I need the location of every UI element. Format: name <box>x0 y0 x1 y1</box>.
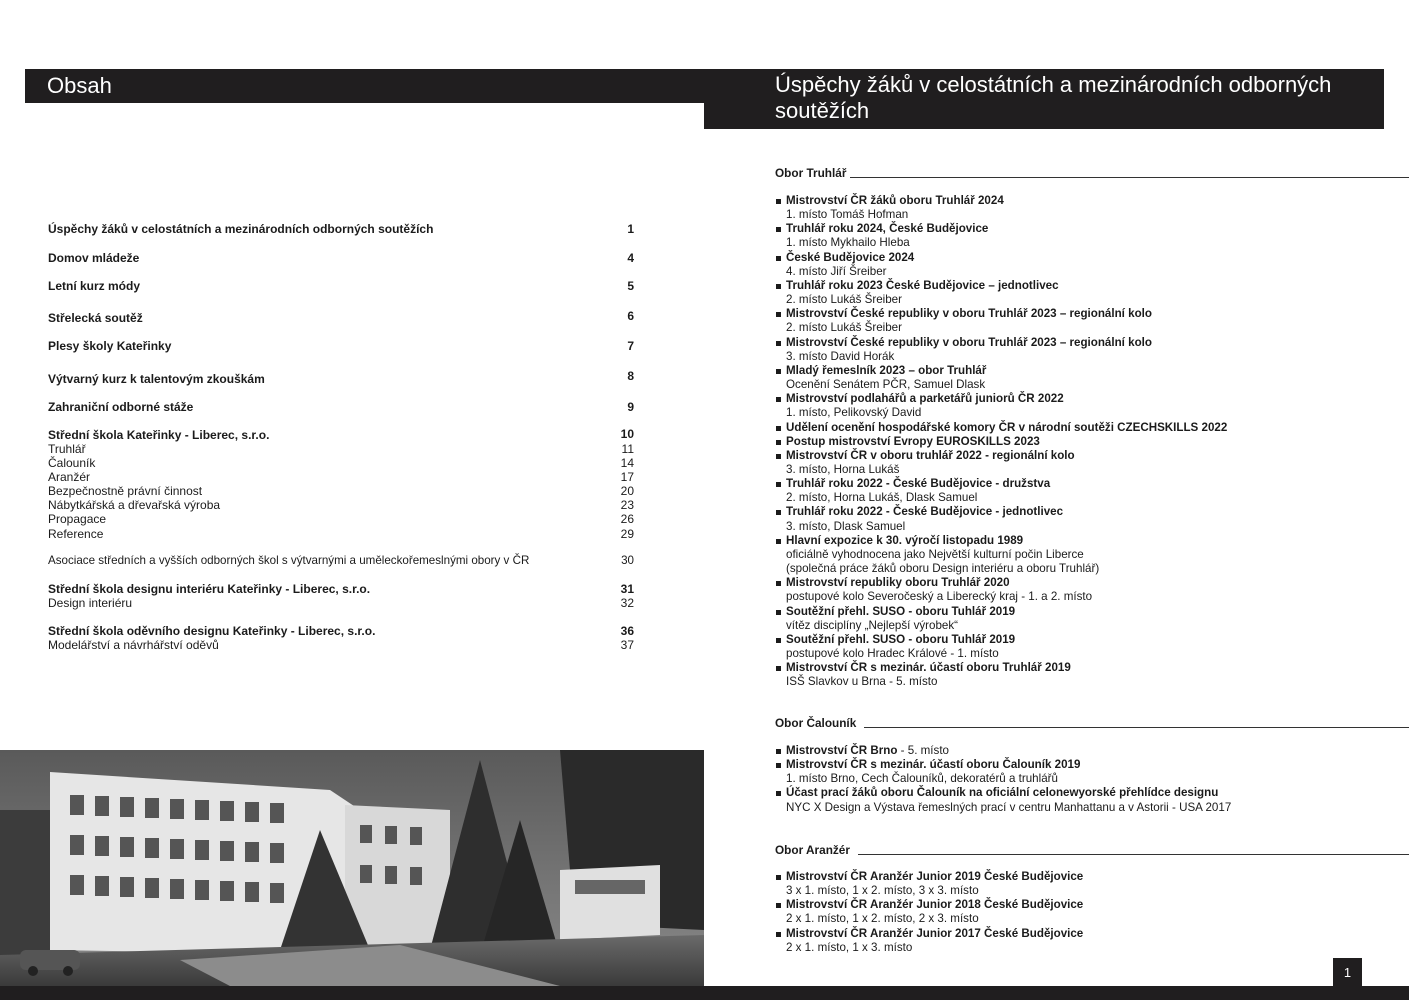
toc-subitem-page: 11 <box>621 442 634 456</box>
toc-title: Plesy školy Kateřinky <box>48 339 172 353</box>
achievement-detail: NYC X Design a Výstava řemeslných prací v centru Manhattanu a v Astorii - USA 2017 <box>786 800 1232 814</box>
section-title-aranzer: Obor Aranžér <box>775 843 850 857</box>
achievement-detail: 2. místo Lukáš Šreiber <box>786 321 902 335</box>
toc-page: 36 <box>620 624 634 638</box>
achievement-title <box>775 194 1395 208</box>
toc-page: 8 <box>627 369 634 383</box>
right-header-bar <box>704 69 1384 129</box>
page-number: 1 <box>1333 958 1362 986</box>
achievement-title-text: Mistrovství republiky oboru Truhlář 2020 <box>786 576 1010 590</box>
toc-page: 5 <box>627 279 634 293</box>
achievement-title <box>775 870 1395 884</box>
achievement-detail: 3. místo, Dlask Samuel <box>786 519 906 533</box>
achievement-title-text: Mistrovství ČR s mezinár. účastí oboru Truhlář 2019 <box>786 661 1071 675</box>
section-divider <box>850 177 1409 178</box>
achievement-title-text: Soutěžní přehl. SUSO - oboru Tuhlář 2019 <box>786 604 1016 618</box>
section-divider <box>864 727 1409 728</box>
achievement-title-text: Mistrovství ČR Aranžér Junior 2019 České Budějovice <box>786 870 1084 883</box>
toc-title: Úspěchy žáků v celostátních a mezinárodních odborných soutěžích <box>48 222 434 236</box>
achievement-title <box>775 421 1395 435</box>
achievement-entry <box>775 605 1395 633</box>
achievement-entry <box>775 576 1395 604</box>
achievement-detail: 1. místo Brno, Cech Čalouníků, dekoratérů a truhlářů <box>786 772 1058 786</box>
achievement-detail: postupové kolo Severočeský a Liberecký kraj - 1. a 2. místo <box>786 590 1093 604</box>
achievement-title-text: Soutěžní přehl. SUSO - oboru Tuhlář 2019 <box>786 632 1016 646</box>
toc-subitem-title: Truhlář <box>48 442 86 456</box>
achievement-title <box>775 605 1395 619</box>
entries-aranzer <box>775 870 1395 955</box>
achievement-detail: 1. místo Mykhailo Hleba <box>786 236 910 250</box>
achievement-entry <box>775 194 1395 222</box>
achievement-entry <box>775 898 1395 926</box>
toc-title: Střelecká soutěž <box>48 311 143 325</box>
achievement-entry <box>775 251 1395 279</box>
achievement-entry <box>775 392 1395 420</box>
toc-title: Výtvarný kurz k talentovým zkouškám <box>48 372 265 386</box>
entries-truhlar <box>775 194 1395 689</box>
right-header-title: Úspěchy žáků v celostátních a mezinárodních odborných soutěžích <box>775 72 1332 123</box>
achievement-title <box>775 364 1395 378</box>
achievement-entry <box>775 505 1395 533</box>
left-header-bar <box>25 69 704 103</box>
toc-subitem-page: 26 <box>620 512 634 527</box>
achievement-entry <box>775 786 1395 814</box>
toc-sublist <box>48 596 634 610</box>
toc-page: 10 <box>620 427 634 441</box>
toc-page: 1 <box>627 222 634 236</box>
achievement-title <box>775 477 1395 491</box>
achievement-title <box>775 505 1395 519</box>
achievement-detail: 2. místo, Horna Lukáš, Dlask Samuel <box>786 491 978 505</box>
achievement-detail: 1. místo, Pelikovský David <box>786 406 922 420</box>
achievement-detail: ISŠ Slavkov u Brna - 5. místo <box>786 675 938 689</box>
achievement-detail: 3 x 1. místo, 1 x 2. místo, 3 x 3. místo <box>786 884 979 898</box>
achievement-detail: 4. místo Jiří Šreiber <box>786 264 887 278</box>
achievement-title <box>775 633 1395 647</box>
toc-subitem-title: Čalouník <box>48 456 96 471</box>
achievement-title-text: Účast prací žáků oboru Čalouník na oficiální celonewyorské přehlídce designu <box>786 786 1219 800</box>
toc-page: 7 <box>627 339 634 353</box>
achievement-title-tail: - 5. místo <box>897 744 949 757</box>
left-header-title: Obsah <box>47 73 112 98</box>
toc-page: 6 <box>627 309 634 323</box>
achievement-detail: 2. místo Lukáš Šreiber <box>786 293 902 307</box>
toc-title: Domov mládeže <box>48 251 140 265</box>
achievement-title-text: Mistrovství ČR Brno <box>786 744 898 757</box>
achievement-detail: 2 x 1. místo, 1 x 2. místo, 2 x 3. místo <box>786 912 979 926</box>
achievement-title <box>775 449 1395 463</box>
toc-subitem[interactable] <box>48 596 634 610</box>
achievement-title-text: Udělení ocenění hospodářské komory ČR v národní soutěži CZECHSKILLS 2022 <box>786 420 1228 434</box>
achievement-title-text: Mistrovství ČR žáků oboru Truhlář 2024 <box>786 194 1004 207</box>
achievement-entry <box>775 927 1395 955</box>
toc-subitem-page: 37 <box>620 638 634 652</box>
achievement-title <box>775 392 1395 406</box>
toc-subitem-page: 20 <box>620 484 634 499</box>
achievement-title-text: Truhlář roku 2022 - České Budějovice - družstva <box>786 477 1051 491</box>
toc-subitem-title: Propagace <box>48 512 107 527</box>
achievement-title <box>775 336 1395 350</box>
achievement-title <box>775 279 1395 293</box>
achievement-entry <box>775 534 1395 576</box>
toc-subitem-page: 32 <box>620 596 634 610</box>
achievement-title <box>775 927 1395 941</box>
toc-subitem[interactable] <box>48 470 634 484</box>
toc-page: 30 <box>621 554 634 567</box>
achievement-detail: 3. místo David Horák <box>786 349 895 363</box>
section-title-calounik: Obor Čalouník <box>775 716 857 730</box>
achievement-title <box>775 435 1395 449</box>
toc-subitem-title: Reference <box>48 526 104 541</box>
achievement-title-text: Mistrovství ČR s mezinár. účastí oboru Čalouník 2019 <box>786 758 1081 772</box>
achievement-title-text: Mistrovství České republiky v oboru Truhlář 2023 – regionální kolo <box>786 307 1152 321</box>
achievement-title-text: Postup mistrovství Evropy EUROSKILLS 2023 <box>786 434 1040 448</box>
toc-subitem[interactable] <box>48 527 634 541</box>
achievement-entry <box>775 661 1395 689</box>
achievement-entry <box>775 633 1395 661</box>
achievement-title-text: Truhlář roku 2024, České Budějovice <box>786 222 989 236</box>
toc-title: Střední škola Kateřinky - Liberec, s.r.o. <box>48 428 270 442</box>
toc-subitem-title: Bezpečnostně právní činnost <box>48 484 203 499</box>
toc-page: 9 <box>627 400 634 414</box>
achievement-title <box>775 786 1395 800</box>
toc-subitem[interactable] <box>48 498 634 512</box>
achievement-entry <box>775 364 1395 392</box>
achievement-title-text: Mistrovství ČR Aranžér Junior 2017 České Budějovice <box>786 926 1084 940</box>
toc-subitem-title: Modelářství a návrhářství oděvů <box>48 638 219 652</box>
achievement-title <box>775 251 1395 265</box>
achievement-title-text: Mistrovství podlahářů a parketářů juniorů ČR 2022 <box>786 392 1064 406</box>
achievement-entry <box>775 435 1395 449</box>
achievement-entry <box>775 744 1395 758</box>
achievement-entry <box>775 421 1395 435</box>
toc-subitem-title: Design interiéru <box>48 596 133 610</box>
toc-subitem-page: 14 <box>620 456 634 471</box>
achievement-detail: 1. místo Tomáš Hofman <box>786 208 909 222</box>
toc-subitem-title: Aranžér <box>48 470 91 485</box>
achievement-detail: oficiálně vyhodnocena jako Největší kulturní počin Liberce <box>786 547 1084 561</box>
toc-subitem[interactable] <box>48 456 634 470</box>
achievement-entry <box>775 449 1395 477</box>
toc-subitem-page: 17 <box>620 470 634 485</box>
achievement-title <box>775 661 1395 675</box>
section-divider <box>858 854 1409 855</box>
achievement-title <box>775 744 1395 758</box>
toc-subitem[interactable] <box>48 512 634 526</box>
achievement-detail: 3. místo, Horna Lukáš <box>786 462 900 476</box>
section-title-truhlar: Obor Truhlář <box>775 166 847 180</box>
toc-title: Asociace středních a vyšších odborných škol s výtvarnými a uměleckořemeslnými obory v ČR <box>48 554 530 567</box>
achievement-title <box>775 758 1395 772</box>
school-building-photo <box>0 750 704 986</box>
achievement-detail: 2 x 1. místo, 1 x 3. místo <box>786 940 913 954</box>
achievement-title <box>775 898 1395 912</box>
achievement-title-text: Truhlář roku 2023 České Budějovice – jednotlivec <box>786 278 1059 292</box>
achievement-detail: postupové kolo Hradec Králové - 1. místo <box>786 647 999 660</box>
achievement-title-text: Mistrovství ČR v oboru truhlář 2022 - regionální kolo <box>786 448 1075 462</box>
toc-subitem-page: 29 <box>620 526 634 541</box>
achievement-detail: vítěz disciplíny „Nejlepší výrobek“ <box>786 618 959 632</box>
toc-subitem[interactable] <box>48 638 634 652</box>
toc-title: Zahraniční odborné stáže <box>48 400 194 414</box>
toc-subitem[interactable] <box>48 484 634 498</box>
achievement-title-text: Truhlář roku 2022 - České Budějovice - jednotlivec <box>786 505 1064 519</box>
achievement-title-text: Hlavní expozice k 30. výročí listopadu 1989 <box>786 533 1024 547</box>
achievement-title <box>775 307 1395 321</box>
toc-title: Letní kurz módy <box>48 279 141 293</box>
achievement-title-text: Mistrovství ČR Aranžér Junior 2018 České Budějovice <box>786 898 1084 912</box>
achievement-title-text: Mistrovství České republiky v oboru Truhlář 2023 – regionální kolo <box>786 335 1152 349</box>
achievement-entry <box>775 279 1395 307</box>
toc-page: 4 <box>627 251 634 265</box>
achievement-title-text: České Budějovice 2024 <box>786 250 915 264</box>
bottom-bar <box>0 986 1409 1000</box>
achievement-detail: (společná práce žáků oboru Design interiéru a oboru Truhlář) <box>786 562 1100 576</box>
toc-subitem-page: 23 <box>620 498 634 513</box>
achievement-title <box>775 222 1395 236</box>
achievement-entry <box>775 336 1395 364</box>
toc-title: Střední škola oděvního designu Kateřinky - Liberec, s.r.o. <box>48 624 376 638</box>
achievement-entry <box>775 307 1395 335</box>
toc-subitem-title: Nábytkářská a dřevařská výroba <box>48 498 221 513</box>
achievement-entry <box>775 477 1395 505</box>
entries-calounik <box>775 744 1395 815</box>
achievement-entry <box>775 870 1395 898</box>
achievement-entry <box>775 758 1395 786</box>
toc-sublist <box>48 638 634 652</box>
toc-page: 31 <box>620 582 634 596</box>
achievement-title <box>775 534 1395 548</box>
toc-subitem[interactable] <box>48 442 634 456</box>
achievement-title-text: Mladý řemeslník 2023 – obor Truhlář <box>786 363 987 377</box>
achievement-detail: Ocenění Senátem PČR, Samuel Dlask <box>786 378 986 392</box>
achievement-title <box>775 576 1395 590</box>
toc-sublist <box>48 442 634 541</box>
toc-title: Střední škola designu interiéru Kateřinky - Liberec, s.r.o. <box>48 582 371 596</box>
achievement-entry <box>775 222 1395 250</box>
